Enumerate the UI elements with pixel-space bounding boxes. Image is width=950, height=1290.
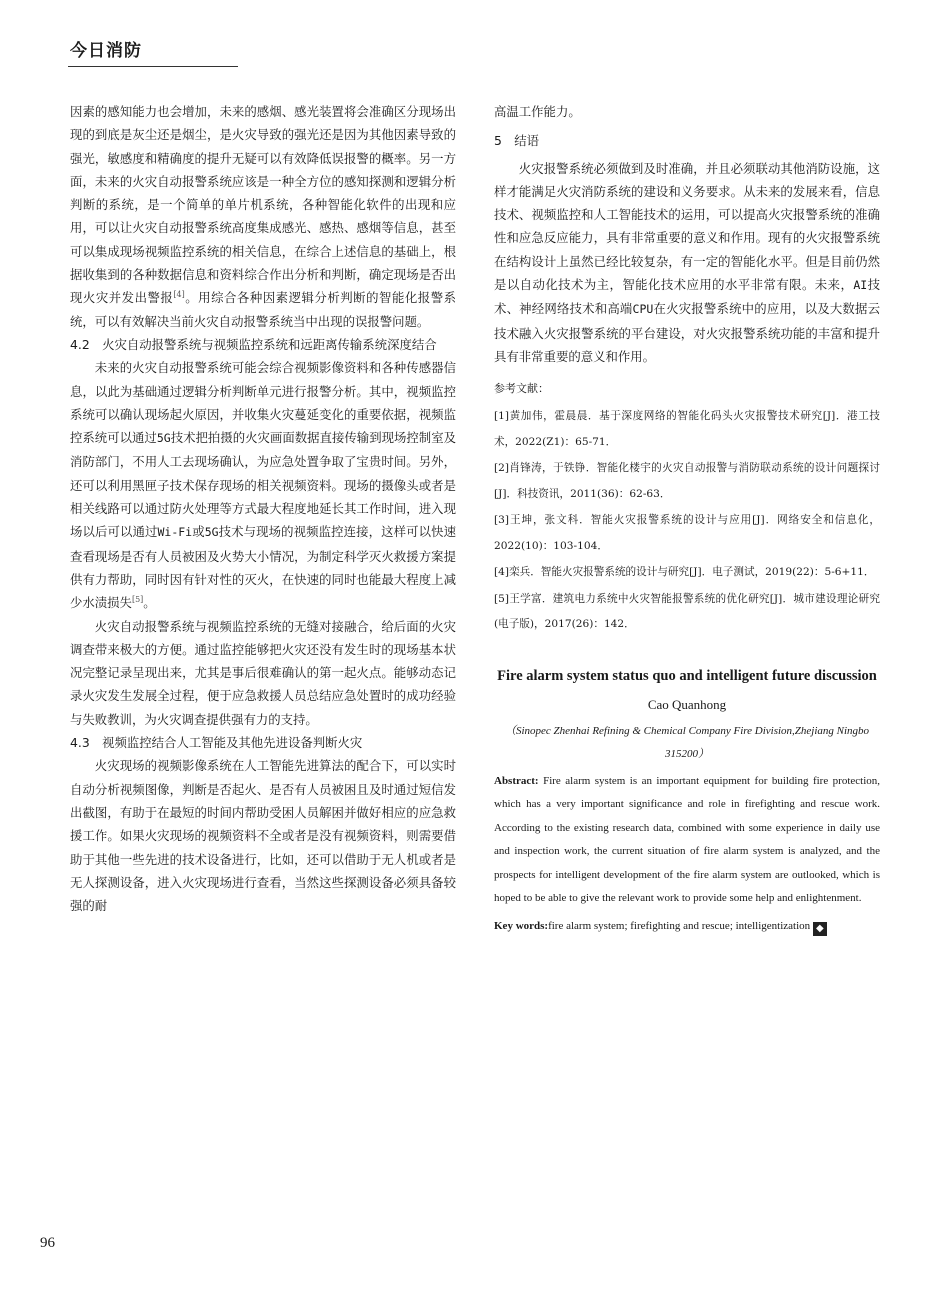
english-keywords — [494, 915, 880, 939]
section-heading-5: 5 结语 — [494, 133, 540, 149]
tech-term: Wi-Fi — [157, 525, 193, 540]
paragraph-4-2-a — [70, 356, 456, 614]
tech-term: CPU — [632, 302, 654, 317]
tech-term: 5G — [156, 431, 171, 446]
right-column — [494, 100, 880, 938]
english-abstract — [494, 770, 880, 911]
end-of-article-icon: ◆ — [813, 922, 827, 936]
paragraph-text: 。 — [143, 595, 156, 611]
paragraph-text: 火灾报警系统必须做到及时准确，并且必须联动其他消防设施，这样才能满足火灾消防系统的建设和义务要求。从未来的发展来看，信息技术、视频监控和人工智能技术的运用，可以提高火灾报警系统的准确性和应急反应能力，具有非常重要的意义和作用。现有的火灾报警系统在结构设计上虽然已经比较复杂，有一定的智能化水平。但是目前仍然是以自动化技术为主，智能化技术应用的水平非常有限。未来， — [494, 160, 880, 293]
paragraph-text: 技术、神经网络技术和高端 — [494, 277, 881, 317]
page-number: 96 — [40, 1235, 55, 1251]
abstract-text: Fire alarm system is an important equipment for building fire protection, which has a very important significance and role in firefighting and rescue work. According to the existing research data, combined with some experience in daily use and inspection work, the current situation of fire alarm system is analyzed, and the prospects for intelligent development of the fire alarm system are outlooked, which is hoped to be able to give the relevant work to provide some help and enlightenment. — [494, 774, 881, 905]
reference-item: [3]王坤，张文科．智能火灾报警系统的设计与应用[J]．网络安全和信息化，2022(10)：103-104． — [494, 514, 880, 552]
section-heading-4-3: 4.3 视频监控结合人工智能及其他先进设备判断火灾 — [70, 735, 363, 751]
citation-4: [4] — [173, 290, 185, 300]
english-affiliation: （Sinopec Zhenhai Refining & Chemical Company Fire Division,Zhejiang Ningbo 315200） — [504, 724, 870, 760]
paragraph-text: 或 — [192, 524, 205, 540]
keywords-text: fire alarm system; firefighting and rescue; intelligentization — [548, 919, 811, 932]
section-heading-4-2: 4.2 火灾自动报警系统与视频监控系统和远距离传输系统深度结合 — [70, 336, 437, 352]
tech-term: 5G — [204, 525, 219, 540]
journal-name: 今日消防 — [70, 41, 142, 61]
keywords-label: Key words: — [494, 919, 549, 932]
paragraph-text: 。用综合各种因素逻辑分析判断的智能化报警系统，可以有效解决当前火灾自动报警系统当中出现的误报警问题。 — [70, 290, 457, 329]
references-list — [494, 404, 880, 638]
paragraph-4-3: 火灾现场的视频影像系统在人工智能先进算法的配合下，可以实时自动分析视频图像，判断是否起火、是否有人员被困且及时通过短信发出截图，有助于在最短的时间内帮助受困人员解困并做好相应的应急救援工作。如果火灾现场的视频资料不全或者是没有视频资料，则需要借助于其他一些先进的技术设备进行，比如，还可以借助于无人机或者是无人探测设备，进入火灾现场进行查看，当然这些探测设备必须具备较强的耐 — [70, 758, 456, 914]
header-rule — [68, 66, 238, 67]
reference-item: [1]黄加伟，霍晨晨．基于深度网络的智能化码头火灾报警技术研究[J]．港工技术，2022(Z1)：65-71． — [494, 410, 880, 448]
paragraph-text: 技术与现场的视频监控连接，这样可以快速查看现场是否有人员被困及火势大小情况，为制定科学灭火救援方案提供有力帮助，同时因有针对性的灭火，在快速的同时也能最大程度上减少水渍损失 — [70, 524, 457, 611]
paragraph-continuation: 高温工作能力。 — [494, 104, 581, 119]
reference-item: [4]栾兵．智能火灾报警系统的设计与研究[J]．电子测试，2019(22)：5-6+11． — [494, 566, 875, 579]
paragraph-conclusion — [494, 157, 880, 369]
paragraph-intro — [70, 100, 456, 333]
references-title: 参考文献： — [494, 382, 549, 396]
english-abstract-block — [494, 664, 880, 939]
english-author: Cao Quanhong — [647, 696, 727, 712]
citation-5: [5] — [131, 595, 144, 605]
abstract-label: Abstract: — [494, 774, 539, 787]
paragraph-text: 技术把拍摄的火灾画面数据直接传输到现场控制室及消防部门，不用人工去现场确认，为应急处置争取了宝贵时间。另外，还可以利用黑匣子技术保存现场的相关视频资料。现场的摄像头或者是相关线路可以通过防火处理等方式最大程度地延长其工作时间，进入现场以后可以通过 — [70, 430, 457, 540]
english-title: Fire alarm system status quo and intelligent future discussion — [497, 667, 877, 684]
paragraph-text: 因素的感知能力也会增加，未来的感烟、感光装置将会准确区分现场出现的到底是灰尘还是烟尘，是火灾导致的强光还是因为其他因素导致的强光，敏感度和精确度的提升无疑可以有效降低误报警的概率。另一方面，未来的火灾自动报警系统应该是一种全方位的感知探测和逻辑分析判断的系统，是一个简单的单片机系统，各种智能化软件的出现和应用，可以让火灾自动报警系统高度集成感光、感热、感烟等信息，甚至可以集成现场视频监控系统的相关信息，在综合上述信息的基础上，根据收集到的各种数据信息和资料综合作出分析和判断，确定现场是否出现火灾并发出警报 — [70, 104, 456, 306]
paragraph-text: 在火灾报警系统中的应用，以及大数据云技术融入火灾报警系统的平台建设，对火灾报警系统功能的丰富和提升具有非常重要的意义和作用。 — [494, 301, 880, 364]
tech-term: AI — [853, 278, 868, 293]
paragraph-text: 未来的火灾自动报警系统可能会综合视频影像资料和各种传感器信息，以此为基础通过逻辑分析判断单元进行报警分析。其中，视频监控系统可以确认现场起火原因，并收集火灾蔓延变化的重要依据，视频监控系统可以通过 — [70, 360, 456, 446]
reference-item: [5]王学富．建筑电力系统中火灾智能报警系统的优化研究[J]．城市建设理论研究(电子版)，2017(26)：142． — [494, 592, 880, 631]
left-column — [70, 100, 456, 917]
reference-item: [2]肖锋涛，于铁铮．智能化楼宇的火灾自动报警与消防联动系统的设计问题探讨[J]．科技资讯，2011(36)：62-63． — [494, 462, 880, 500]
paragraph-4-2-b: 火灾自动报警系统与视频监控系统的无缝对接融合，给后面的火灾调查带来极大的方便。通过监控能够把火灾还没有发生时的现场基本状况完整记录呈现出来，尤其是事后很难确认的第一起火点。能够动态记录火灾发生发展全过程，便于应急救援人员总结应急处置时的成功经验与失败教训，为火灾调查提供强有力的支持。 — [70, 618, 456, 727]
